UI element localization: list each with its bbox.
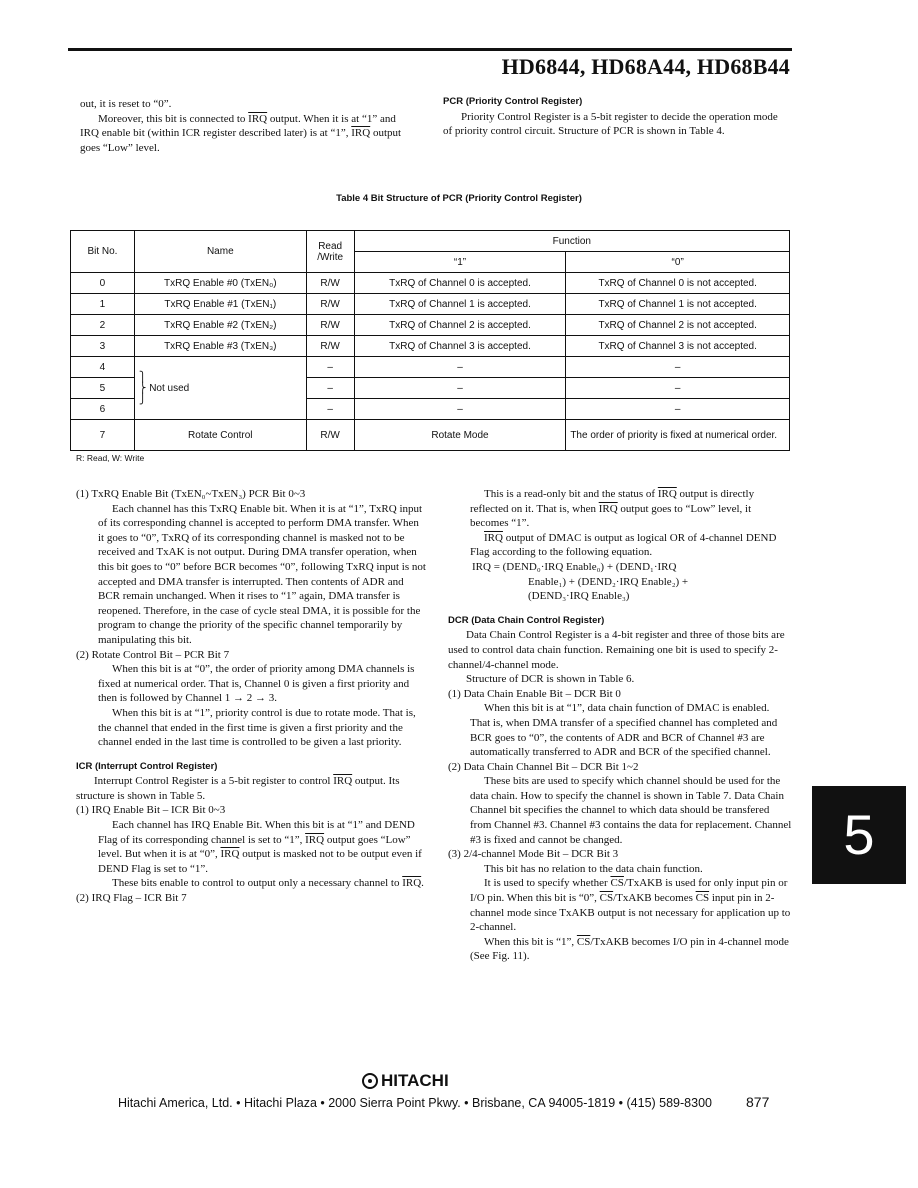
footer-address: Hitachi America, Ltd. • Hitachi Plaza • 2000 Sierra Point Pkwy. • Brisbane, CA 94005-1819 • (415) 589-8300	[118, 1096, 712, 1110]
paragraph: out, it is reset to “0”.	[80, 98, 172, 110]
item-title: (3) 2/4-channel Mode Bit – DCR Bit 3	[448, 848, 619, 861]
header-bit: Bit No.	[71, 231, 135, 273]
item-title: (2) Data Chain Channel Bit – DCR Bit 1~2	[448, 760, 639, 773]
table-row: 0 TxRQ Enable #0 (TxEN₀) R/W TxRQ of Channel 0 is accepted. TxRQ of Channel 0 is not accepted.	[71, 273, 790, 294]
paragraph: These bits enable to control to output only a necessary channel to $\overline{IRQ}$.	[112, 877, 424, 890]
table-row: 6 – – –	[71, 399, 790, 420]
item-title: (1) Data Chain Enable Bit – DCR Bit 0	[448, 687, 621, 700]
table-row: 7 Rotate Control R/W Rotate Mode The order of priority is fixed at numerical order.	[71, 420, 790, 451]
hitachi-logo: HITACHI	[362, 1071, 449, 1091]
left-column	[76, 487, 426, 906]
section-heading: ICR (Interrupt Control Register)	[76, 760, 218, 772]
paragraph: When this bit is at “1”, data chain function of DMAC is enabled. That is, when DMA transfer of a specified channel has completed and BCR goes to “0”, the contents of ADR and BCR of Channel #3 are automatically transferred to ADR and BCR of the specified channel.	[470, 702, 778, 759]
header-rule	[68, 48, 792, 51]
brace-glyph: ⎫ ⎬ Not used ⎭	[138, 371, 190, 405]
section-heading: DCR (Data Chain Control Register)	[448, 614, 605, 626]
paragraph: This bit has no relation to the data chain function.	[484, 862, 703, 875]
paragraph: When this bit is at “1”, priority control is due to rotate mode. That is, the channel that ended in the first time is given a first priority and the channel ended in the last time is controlled to be given a last priority.	[98, 706, 416, 749]
equation-line: (DEND₃·IRQ Enable₃)	[528, 590, 630, 603]
header-rw: Read /Write	[306, 231, 354, 273]
paragraph: Moreover, this bit is connected to $\overline{IRQ}$ output. When it is at “1” and IRQ enable bit (within ICR register described later) is at “1”, $\overline{IRQ}$ output goes “Low” level.	[80, 112, 402, 154]
header-function: Function	[354, 231, 789, 252]
right-column	[448, 487, 792, 964]
paragraph: When this bit is at “0”, the order of priority among DMA channels is fixed at numerical order. That is, Channel 0 is given a first priority and then is followed by Channel 1 → 2 → 3.	[98, 663, 415, 705]
table-row: 1 TxRQ Enable #1 (TxEN₁) R/W TxRQ of Channel 1 is accepted. TxRQ of Channel 1 is not accepted.	[71, 294, 790, 315]
paragraph: Interrupt Control Register is a 5-bit register to control $\overline{IRQ}$ output. Its structure is shown in Table 5.	[76, 775, 400, 802]
not-used-cell	[134, 357, 306, 420]
paragraph: When this bit is “1”, $\overline{CS}$/TxAKB becomes I/O pin in 4-channel mode (See Fig. 11).	[470, 935, 789, 963]
page-header-title: HD6844, HD68A44, HD68B44	[501, 54, 790, 79]
item-title: (1) IRQ Enable Bit – ICR Bit 0~3	[76, 804, 226, 817]
item-title: (2) IRQ Flag – ICR Bit 7	[76, 892, 187, 905]
paragraph: Each channel has this TxRQ Enable bit. When it is at “1”, TxRQ input of its corresponding channel is accepted to perform DMA transfer. When it goes to “0”, TxRQ of its corresponding channel is masked not to be received and TxAK is not output. During DMA transfer operation, when this bit goes to “0” before BCR becomes “0”, following TxRQ input is not accepted and DMA transfer is interrupted. Then contents of ADR and BCR remain unchanged. When it rises to “1” again, DMA transfer is reopened. Therefore, in the case of cycle steal DMA, it is possible for the program to change the priority of the specific channel temporarily by manipulating this bit.	[98, 502, 426, 646]
paragraph: It is used to specify whether $\overline{CS}$/TxAKB is used for only input pin or I/O pin. When this bit is “0”, $\overline{CS}$/TxAKB becomes $\overline{CS}$ input pin in 2-channel mode since TxAKB output is not necessary for application up to 2-channel.	[470, 877, 791, 934]
section-tab: 5	[812, 786, 906, 884]
section-heading: PCR (Priority Control Register)	[443, 96, 583, 107]
paragraph: $\overline{IRQ}$ output of DMAC is output as logical OR of 4-channel DEND Flag according to the following equation.	[470, 531, 777, 559]
top-right-text	[443, 93, 789, 139]
item-title: (1) TxRQ Enable Bit (TxEN₀~TxEN₃) PCR Bit 0~3	[76, 488, 306, 500]
paragraph: Data Chain Control Register is a 4-bit register and three of those bits are used to control data chain function. Remaining one bit is used to specify 2-channel/4-channel mode.	[448, 629, 785, 671]
table-note: R: Read, W: Write	[76, 453, 145, 463]
pcr-bit-table	[70, 230, 790, 451]
table-title: Table 4 Bit Structure of PCR (Priority Control Register)	[336, 193, 582, 204]
paragraph: Structure of DCR is shown in Table 6.	[466, 673, 635, 686]
header-zero: “0”	[566, 252, 790, 273]
paragraph: These bits are used to specify which channel should be used for the data chain. How to specify the channel is shown in Table 7. Data Chain Channel bit specifies the channel to which data should be transfered from Channel #3. Channel #3 contains the data for replacement. Channel #3 is fixed and cannot be changed.	[470, 775, 792, 846]
hitachi-logo-icon	[362, 1073, 378, 1089]
paragraph: This is a read-only bit and the status of $\overline{IRQ}$ output is directly reflected on it. That is, when $\overline{IRQ}$ output goes to “Low” level, it becomes “1”.	[470, 488, 755, 530]
item-title: (2) Rotate Control Bit – PCR Bit 7	[76, 648, 230, 661]
table-row: 5 – – –	[71, 378, 790, 399]
header-name: Name	[134, 231, 306, 273]
equation-line: Enable₁) + (DEND₂·IRQ Enable₂) +	[528, 575, 689, 588]
paragraph: Each channel has IRQ Enable Bit. When this bit is at “1” and DEND Flag of its corresponding channel is set to “1”, $\overline{IRQ}$ output goes “Low” level. But when it is at “0”, $\overline{IRQ}$ output is masked not to be output even if DEND Flag is set to “1”.	[98, 819, 422, 875]
table-row: 3 TxRQ Enable #3 (TxEN₃) R/W TxRQ of Channel 3 is accepted. TxRQ of Channel 3 is not accepted.	[71, 336, 790, 357]
top-left-text	[80, 97, 414, 155]
table-row: 2 TxRQ Enable #2 (TxEN₂) R/W TxRQ of Channel 2 is accepted. TxRQ of Channel 2 is not accepted.	[71, 315, 790, 336]
table-row: 4 ⎫ ⎬ Not used ⎭ – – –	[71, 357, 790, 378]
header-one: “1”	[354, 252, 566, 273]
page-number: 877	[746, 1094, 770, 1110]
equation-line: IRQ = (DEND₀·IRQ Enable₀) + (DEND₁·IRQ	[472, 560, 677, 573]
paragraph: Priority Control Register is a 5-bit register to decide the operation mode of priority control circuit. Structure of PCR is shown in Table 4.	[443, 110, 778, 138]
